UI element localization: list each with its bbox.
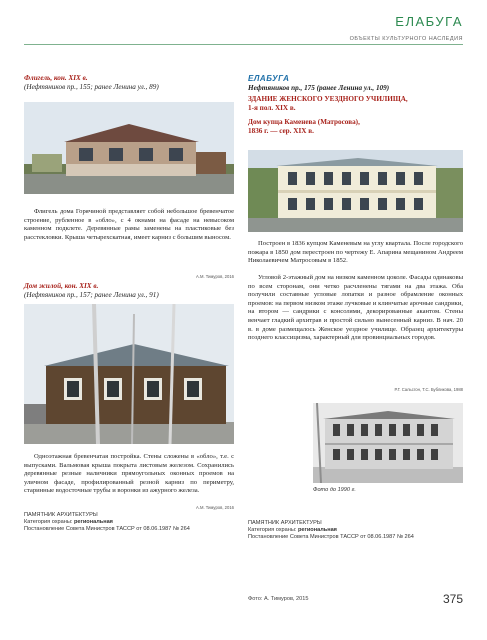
category-prefix: Категория охраны:	[24, 519, 73, 526]
category-value: региональная	[74, 519, 113, 526]
protection-decree: Постановление Совета Министров ТАССР от 08.06.1987 № 264	[248, 534, 414, 541]
obj2-title: Дом жилой, кон. XIX в.	[24, 282, 99, 290]
obj2-photo	[24, 304, 234, 444]
obj3-protection-block	[248, 520, 463, 542]
obj2-protection-block	[24, 512, 234, 534]
page-number: 375	[442, 592, 463, 606]
protection-category	[24, 519, 234, 526]
obj2-heading	[24, 282, 234, 300]
obj1-description: Флигель дома Горячиной представляет собой небольшое бревенчатое строение, рубленное в «обло», с 4 окнами на фасаде на невысоком каменном подклете. Деревянные рамы заменены на пластиковые без расстекловки. Крыша четырехскатная, имеет карниз с большим выносом.	[24, 208, 234, 241]
obj1-title: Флигель, кон. XIX в.	[24, 74, 88, 82]
protection-label: ПАМЯТНИК АРХИТЕКТУРЫ	[248, 520, 322, 526]
obj2-description: Одноэтажная бревенчатая постройка. Стены сложены в «обло», т.е. с выпусками. Вальмовая крыша покрыта листовым железом. Сохранились деревянные резные наличники прямоугольных оконных проемов на уличном фасаде, профилированный резной карниз по периметру, старинные водосточные трубы и воронки из ажурного железа.	[24, 453, 234, 495]
obj1-heading	[24, 74, 234, 92]
obj3-history: Построен в 1836 купцом Каменевым на углу квартала. После городского пожара в 1850 дом перестроен по чертежу Е. Апарина мещанином Андреем Николаевичем Матросовым в 1852.	[248, 240, 463, 265]
city-name: ЕЛАБУГА	[248, 74, 290, 83]
category-prefix: Категория охраны:	[248, 527, 297, 534]
category-value: региональная	[298, 527, 337, 534]
obj3-heading	[248, 74, 463, 136]
obj3-archive-photo	[313, 403, 463, 483]
obj3-address: Нефтяников пр., 175 (ранее Ленина ул., 109)	[248, 84, 390, 92]
obj1-credit: А.М. Тимуров, 2016	[196, 274, 234, 279]
photo-credit: Фото: А. Тимуров, 2015	[248, 596, 309, 602]
obj2-address: (Нефтяников пр., 157; ранее Ленина ул., 91)	[24, 291, 159, 299]
obj3-credit: Р.Г. Сальсгон, Т.С. Бубликова, 1988	[394, 387, 463, 392]
obj3-date: 1-я пол. XIX в.	[248, 104, 296, 112]
journal-subtitle: ОБЪЕКТЫ КУЛЬТУРНОГО НАСЛЕДИЯ	[346, 36, 463, 42]
protection-decree: Постановление Совета Министров ТАССР от 08.06.1987 № 264	[24, 526, 190, 533]
obj1-address: (Нефтяников пр., 155; ранее Ленина ул., 89)	[24, 83, 159, 91]
header-rule	[24, 44, 463, 45]
obj3-subtitle-date: 1836 г. — сер. XIX в.	[248, 127, 314, 135]
obj1-photo	[24, 102, 234, 194]
obj2-credit: А.М. Тимуров, 2016	[196, 505, 234, 510]
journal-title: ЕЛАБУГА	[395, 14, 463, 29]
protection-label: ПАМЯТНИК АРХИТЕКТУРЫ	[24, 512, 98, 518]
protection-category	[248, 527, 463, 534]
obj3-description: Угловой 2-этажный дом на низком каменном цоколе. Фасады одинаковы по всем сторонам, они четко расчленены тягами на два этажа. Оба получили составные угловые лопатки и разное обрамление оконных проемов: на первом низком этаже лучковые и клинчатые арочные сандрики, на втором — сандрики с консолями, декорированные акантом. Стены венчает гладкий архитрав и простой сильно вынесенный карниз. В нач. 20 в. в доме размещалось Женское уездное училище. Образец архитектуры позднего классицизма, характерный для провинциальных городов.	[248, 274, 463, 342]
archive-photo-caption: Фото до 1990 г.	[313, 487, 356, 493]
obj3-subtitle: Дом купца Каменева (Матросова),	[248, 118, 360, 126]
obj3-photo	[248, 150, 463, 232]
obj3-title: ЗДАНИЕ ЖЕНСКОГО УЕЗДНОГО УЧИЛИЩА,	[248, 95, 408, 103]
